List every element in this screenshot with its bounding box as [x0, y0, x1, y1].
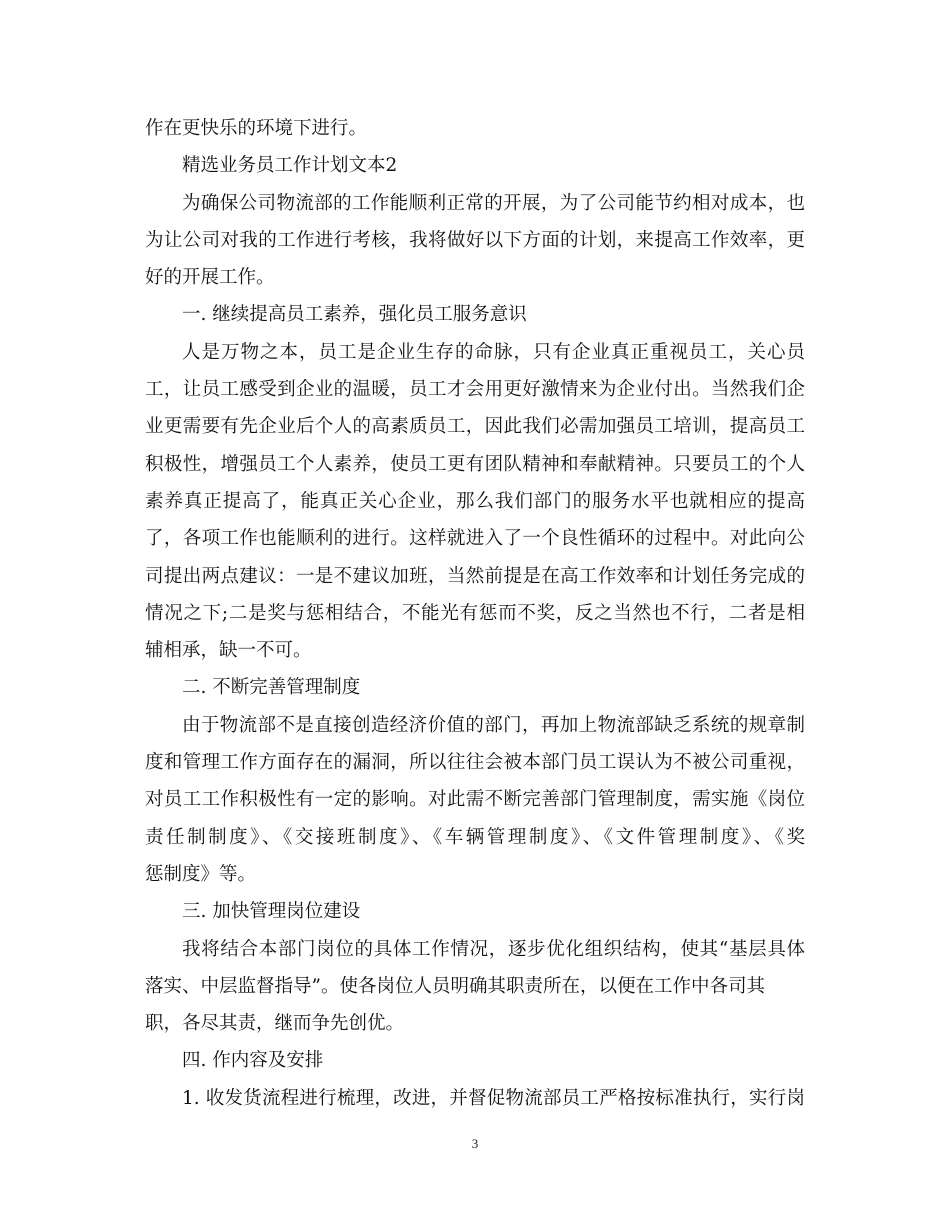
text-line: 人是万物之本，员工是企业生存的命脉，只有企业真正重视员工，关心员	[182, 341, 805, 363]
text-line: 度和管理工作方面存在的漏洞，所以往往会被本部门员工误认为不被公司重视，	[145, 752, 805, 774]
text-line: 好的开展工作。	[145, 267, 275, 289]
text-line: 四. 作内容及安排	[182, 1050, 324, 1072]
text-line: 惩制度》等。	[145, 863, 257, 885]
text-line: 素养真正提高了，能真正关心企业，那么我们部门的服务水平也就相应的提高	[145, 490, 805, 512]
text-line: 积极性，增强员工个人素养，使员工更有团队精神和奉献精神。只要员工的个人	[145, 453, 805, 475]
text-line: 作在更快乐的环境下进行。	[145, 118, 368, 139]
text-line: 1. 收发货流程进行梳理，改进，并督促物流部员工严格按标准执行，实行岗	[182, 1087, 805, 1109]
text-line: 一. 继续提高员工素养，强化员工服务意识	[182, 304, 527, 326]
text-line: 情况之下;二是奖与惩相结合，不能光有惩而不奖，反之当然也不行，二者是相	[145, 602, 805, 624]
text-line: 精选业务员工作计划文本2	[182, 155, 398, 177]
text-line: 由于物流部不是直接创造经济价值的部门，再加上物流部缺乏系统的规章制	[182, 714, 805, 736]
text-line: 我将结合本部门岗位的具体工作情况，逐步优化组织结构，使其“基层具体	[182, 938, 805, 960]
text-line: 司提出两点建议：一是不建议加班，当然前提是在高工作效率和计划任务完成的	[145, 565, 805, 587]
text-line: 为确保公司物流部的工作能顺利正常的开展，为了公司能节约相对成本，也	[182, 192, 805, 214]
text-line: 了，各项工作也能顺利的进行。这样就进入了一个良性循环的过程中。对此向公	[145, 528, 805, 550]
text-line: 职，各尽其责，继而争先创优。	[145, 1013, 405, 1035]
text-line: 对员工工作积极性有一定的影响。对此需不断完善部门管理制度，需实施《岗位	[145, 789, 805, 811]
text-line: 责任制制度》、《交接班制度》、《车辆管理制度》、《文件管理制度》、《奖	[145, 826, 805, 848]
text-line: 落实、中层监督指导”。使各岗位人员明确其职责所在，以便在工作中各司其	[145, 975, 765, 997]
text-line: 三. 加快管理岗位建设	[182, 901, 361, 923]
text-line: 辅相承，缺一不可。	[145, 640, 312, 662]
text-line: 业更需要有先企业后个人的高素质员工，因此我们必需加强员工培训，提高员工	[145, 416, 805, 438]
text-line: 二. 不断完善管理制度	[182, 677, 361, 699]
page-number: 3	[471, 1136, 479, 1151]
text-line: 为让公司对我的工作进行考核，我将做好以下方面的计划，来提高工作效率，更	[145, 229, 805, 251]
text-line: 工，让员工感受到企业的温暖，员工才会用更好激情来为企业付出。当然我们企	[145, 379, 805, 401]
body-text	[145, 110, 805, 1117]
